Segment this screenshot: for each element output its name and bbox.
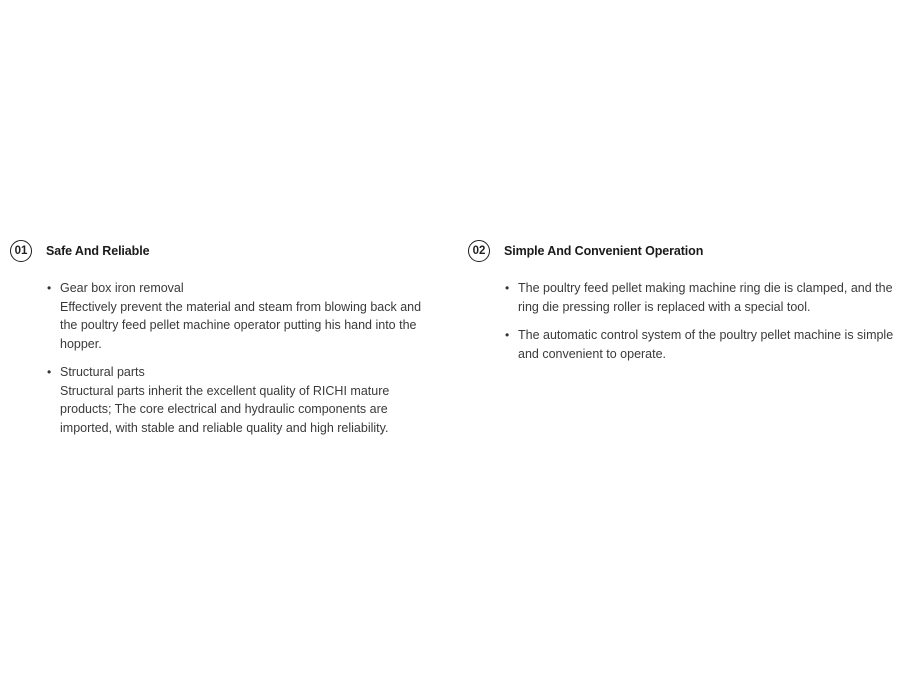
section-header (468, 239, 898, 263)
section-number-badge: 02 (468, 240, 490, 262)
item-text: The poultry feed pellet making machine ring die is clamped, and the ring die pressing roller is replaced with a special tool. (518, 281, 893, 314)
bullet-dot-icon: • (505, 281, 510, 295)
feature-section-safe-reliable (10, 239, 430, 447)
bullet-dot-icon: • (47, 365, 52, 379)
section-title: Simple And Convenient Operation (504, 244, 704, 258)
feature-section-simple-operation (468, 239, 898, 373)
list-item (505, 279, 898, 316)
section-number-badge: 01 (10, 240, 32, 262)
item-description: Structural parts inherit the excellent quality of RICHI mature products; The core electrical and hydraulic components are imported, with stable and reliable quality and high reliability. (60, 383, 390, 435)
feature-list (468, 279, 898, 363)
list-item (505, 326, 898, 363)
section-title: Safe And Reliable (46, 244, 150, 258)
bullet-dot-icon: • (505, 328, 510, 342)
item-description: Effectively prevent the material and steam from blowing back and the poultry feed pellet machine operator putting his hand into the hopper. (60, 299, 422, 351)
section-header (10, 239, 430, 263)
list-item (47, 363, 430, 437)
item-text: The automatic control system of the poultry pellet machine is simple and convenient to operate. (518, 328, 894, 361)
list-item (47, 279, 430, 353)
bullet-dot-icon: • (47, 281, 52, 295)
feature-list (10, 279, 430, 437)
item-title: Gear box iron removal (60, 281, 184, 295)
item-title: Structural parts (60, 365, 145, 379)
